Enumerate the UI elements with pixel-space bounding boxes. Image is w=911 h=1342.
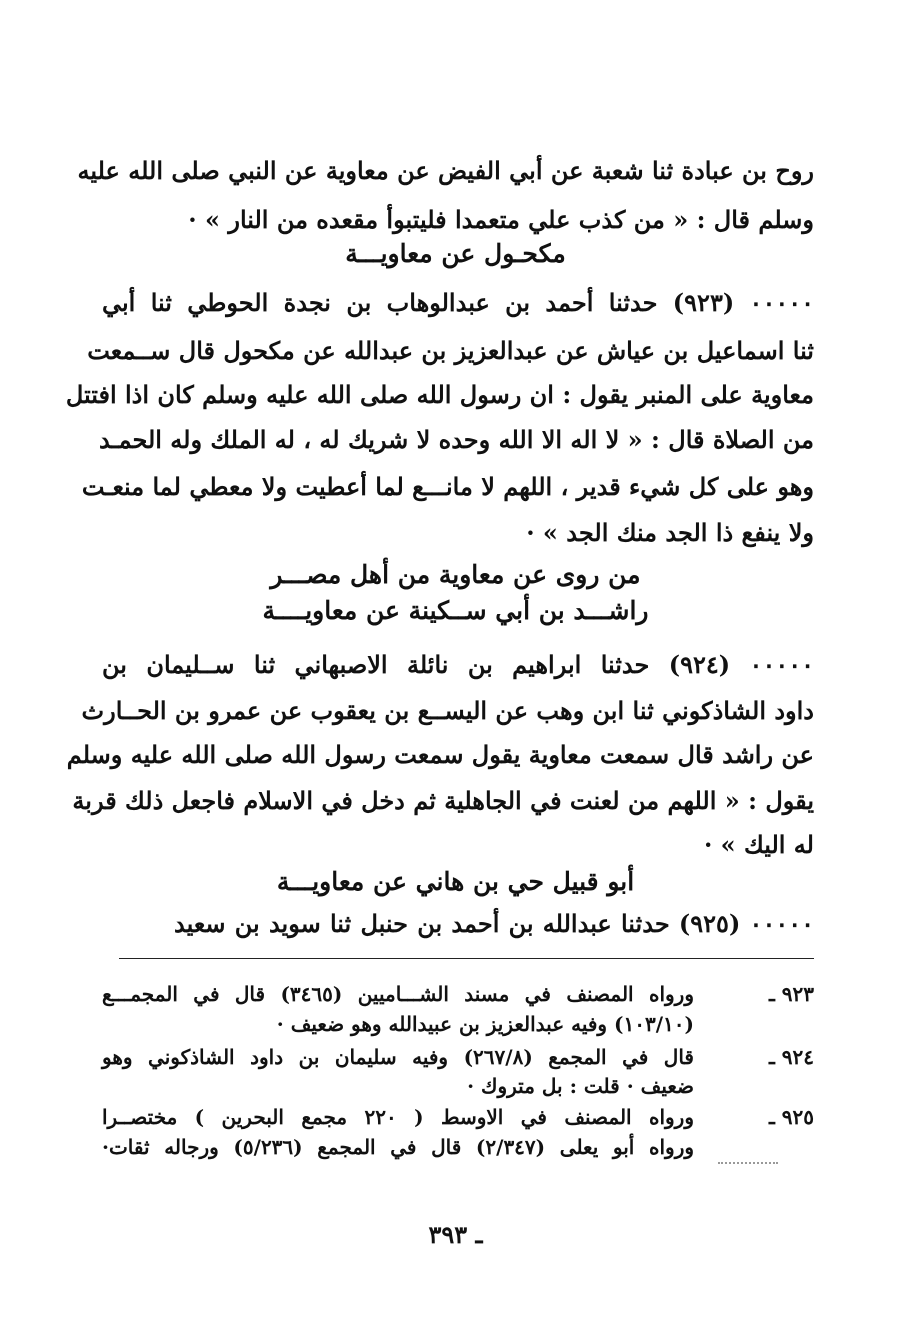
body-line: ٠٠٠٠٠ (٩٢٤) حدثنا ابراهيم بن نائلة الاصبهاني ثنا ســليمان بن [102,650,814,679]
footnote-line: ورواه المصنف في الاوسط ( ٢٢٠ مجمع البحرين ) مختصــرا [102,1105,694,1129]
body-line: ٠٠٠٠٠ (٩٢٣) حدثنا أحمد بن عبدالوهاب بن نجدة الحوطي ثنا أبي [102,288,814,317]
body-line: يقول : « اللهم من لعنت في الجاهلية ثم دخل في الاسلام فاجعل ذلك قربة [72,786,814,815]
body-line: داود الشاذكوني ثنا ابن وهب عن اليســع بن يعقوب عن عمرو بن الحــارث [81,696,814,725]
footnote-number: ٩٢٤ ـ [768,1045,814,1069]
body-line: معاوية على المنبر يقول : ان رسول الله صلى الله عليه وسلم كان اذا افتتل [65,380,814,409]
body-line: وسلم قال : « من كذب علي متعمدا فليتبوأ مقعده من النار » · [188,205,814,234]
body-line: ولا ينفع ذا الجد منك الجد » · [526,518,814,547]
footnote-separator [119,958,814,959]
footnote-number: ٩٢٥ ـ [768,1105,814,1129]
footnote-line: قال في المجمع (٢٦٧/٨) وفيه سليمان بن داود الشاذكوني وهو [102,1045,694,1069]
section-heading: مكحـول عن معاويـــة [345,239,566,268]
body-line: عن راشد قال سمعت معاوية يقول سمعت رسول الله صلى الله عليه وسلم [66,740,814,769]
footnote-line: ضعيف · قلت : بل متروك · [467,1074,694,1098]
footnote-line: (١٠٣/١٠) وفيه عبدالعزيز بن عبيدالله وهو ضعيف · [276,1012,694,1036]
section-heading: من روى عن معاوية من أهل مصـــر [270,560,641,589]
body-line: ٠٠٠٠٠ (٩٢٥) حدثنا عبدالله بن أحمد بن حنبل ثنا سويد بن سعيد [174,909,814,938]
print-smudge [718,1162,778,1168]
footnote-line: ورواه أبو يعلى (٢/٣٤٧) قال في المجمع (٥/٢٣٦) ورجاله ثقات· [102,1135,695,1159]
footnote-line: ورواه المصنف في مسند الشـــاميين (٣٤٦٥) قال في المجمـــع [102,982,694,1006]
body-line: له اليك » · [703,830,814,859]
footnote-number: ٩٢٣ ـ [768,982,814,1006]
body-line: ثنا اسماعيل بن عياش عن عبدالعزيز بن عبدالله عن مكحول قال ســمعت [87,336,814,365]
section-heading: أبو قبيل حي بن هاني عن معاويـــة [276,867,635,896]
body-line: روح بن عبادة ثنا شعبة عن أبي الفيض عن معاوية عن النبي صلى الله عليه [77,156,814,185]
page-number: ـ ٣٩٣ [428,1220,483,1249]
body-line: وهو على كل شيء قدير ، اللهم لا مانـــع لما أعطيت ولا معطي لما منعـت [81,472,814,501]
section-heading: راشـــد بن أبي ســكينة عن معاويــــة [262,596,649,625]
body-line: من الصلاة قال : « لا اله الا الله وحده لا شريك له ، له الملك وله الحمـد [98,425,814,454]
